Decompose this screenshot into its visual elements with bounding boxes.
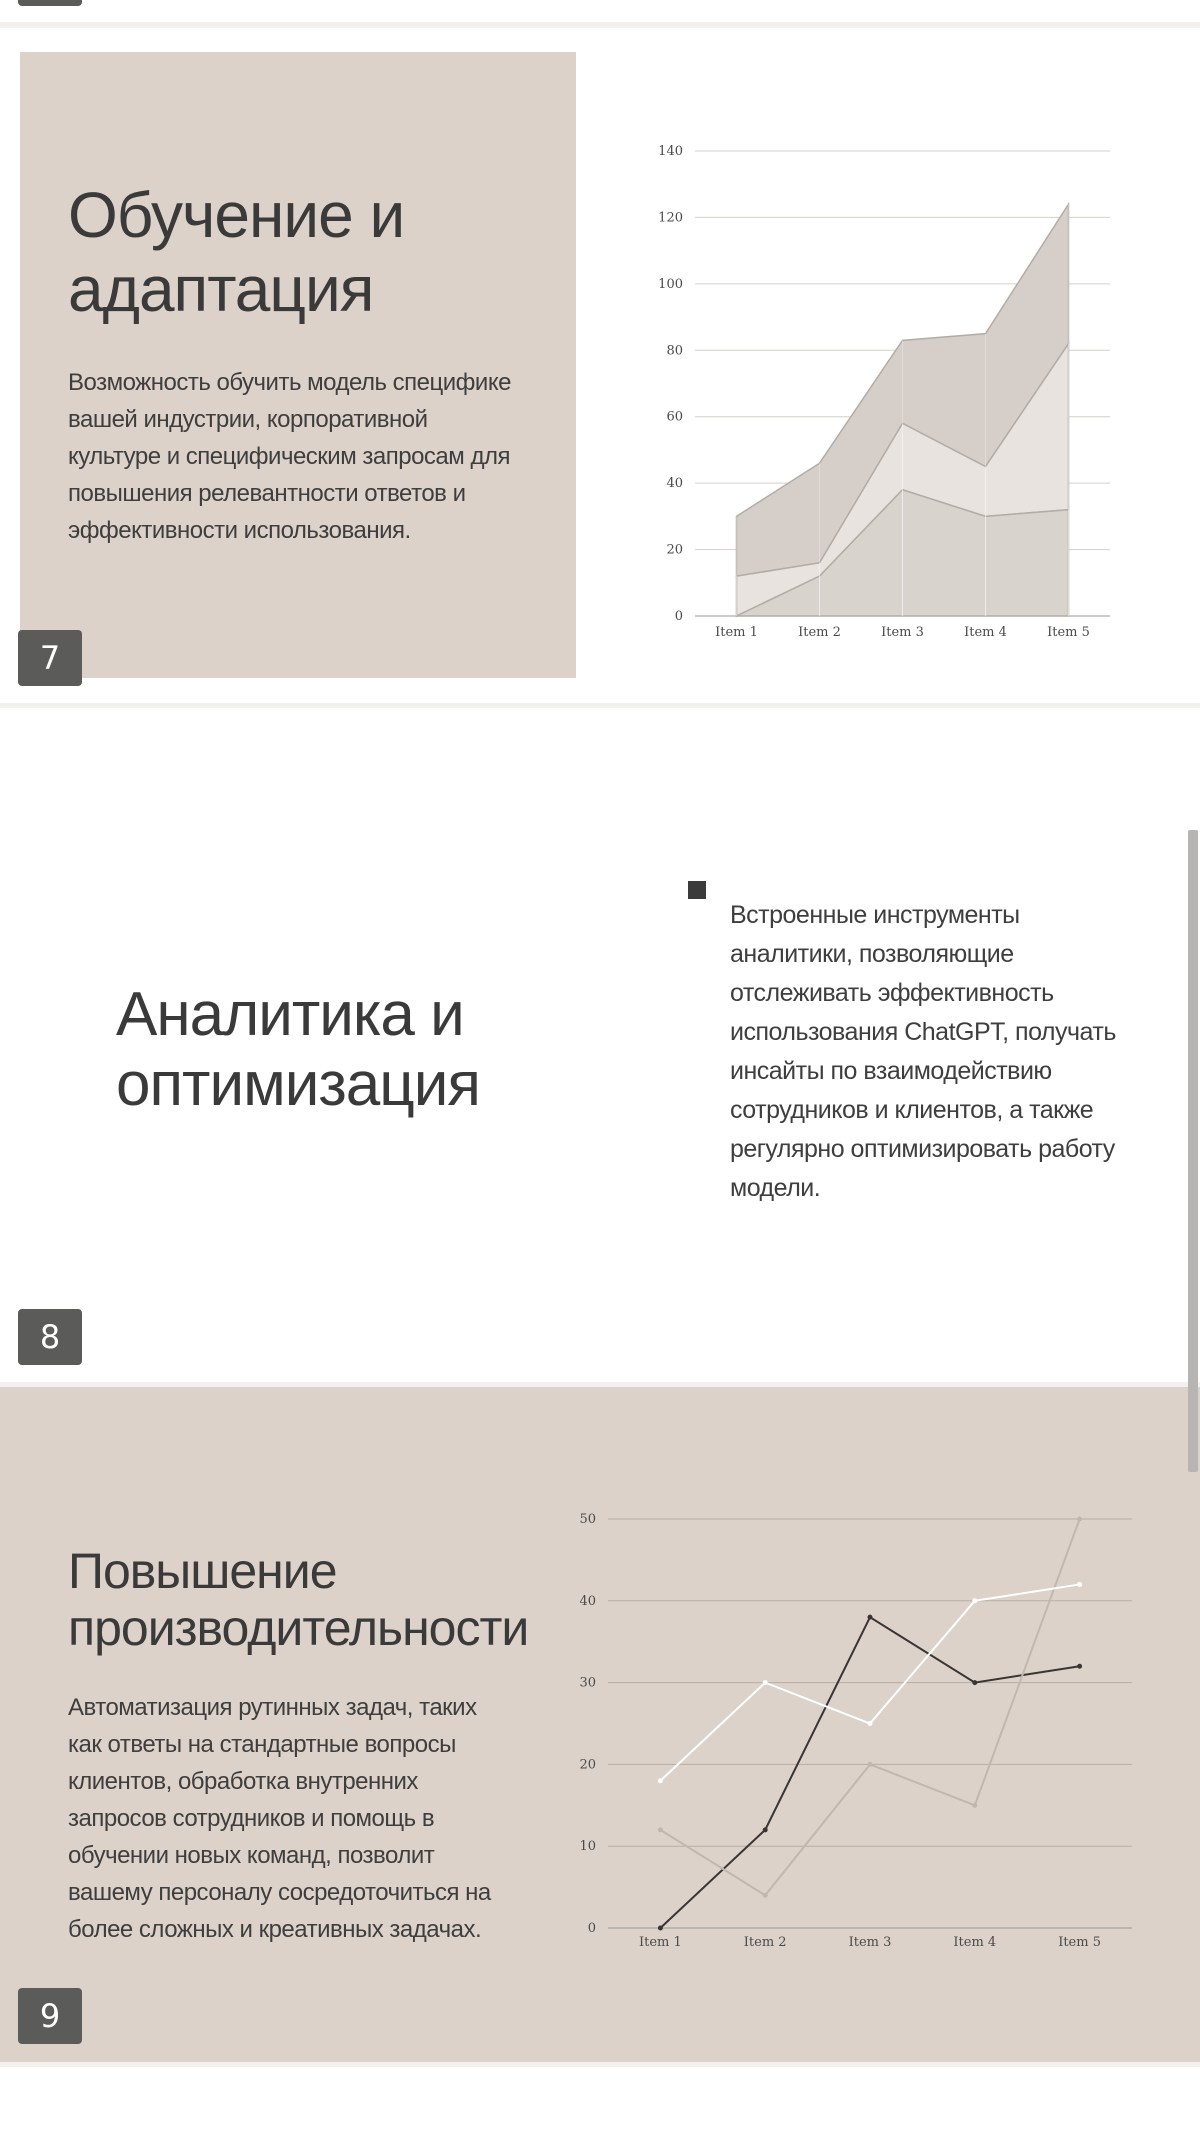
line-chart xyxy=(560,1497,1160,1957)
body-line: Автоматизация рутинных задач, таких xyxy=(68,1694,477,1721)
line-point xyxy=(868,1762,873,1767)
previous-slide-tail xyxy=(0,0,1200,22)
slide-title-line: производительности xyxy=(68,1600,529,1656)
body-line: как ответы на стандартные вопросы xyxy=(68,1731,456,1758)
y-tick-label: 100 xyxy=(658,276,683,292)
body-line: культуре и специфическим запросам для xyxy=(68,443,510,470)
x-tick-label: Item 5 xyxy=(1047,625,1090,640)
y-tick-label: 40 xyxy=(666,476,683,492)
y-tick-label: 30 xyxy=(579,1675,596,1691)
line-point xyxy=(972,1803,977,1808)
body-line: аналитики, позволяющие xyxy=(730,940,1014,968)
body-line: более сложных и креативных задачах. xyxy=(68,1916,482,1943)
slide-body xyxy=(730,896,1150,1208)
bullet-marker xyxy=(688,881,706,899)
line-series-1 xyxy=(660,1617,1079,1928)
slide-body xyxy=(68,364,548,549)
line-point xyxy=(1077,1664,1082,1669)
area-chart xyxy=(640,108,1120,648)
body-line: отслеживать эффективность xyxy=(730,979,1054,1007)
body-line: инсайты по взаимодействию xyxy=(730,1057,1052,1085)
body-line: запросов сотрудников и помощь в xyxy=(68,1805,435,1832)
line-point xyxy=(763,1893,768,1898)
slide-title-line: Обучение и xyxy=(68,179,405,251)
body-line: сотрудников и клиентов, а также xyxy=(730,1096,1094,1124)
x-tick-label: Item 3 xyxy=(848,1935,892,1950)
x-tick-label: Item 2 xyxy=(798,625,841,640)
line-point xyxy=(972,1680,977,1685)
line-point xyxy=(763,1827,768,1832)
slide-number-badge[interactable]: 7 xyxy=(18,630,82,686)
x-tick-label: Item 5 xyxy=(1058,1935,1101,1950)
line-point xyxy=(1077,1517,1082,1522)
slide-8[interactable] xyxy=(0,708,1200,1382)
y-tick-label: 0 xyxy=(587,1921,596,1936)
y-tick-label: 80 xyxy=(666,343,683,359)
y-tick-label: 10 xyxy=(579,1839,596,1855)
body-line: Возможность обучить модель специфике xyxy=(68,369,511,396)
body-line: клиентов, обработка внутренних xyxy=(68,1768,418,1795)
slide-number-badge[interactable]: 8 xyxy=(18,1309,82,1365)
scrollbar-thumb[interactable] xyxy=(1188,830,1198,1472)
slide-title-line: оптимизация xyxy=(116,1050,480,1119)
line-point xyxy=(658,1778,663,1783)
body-line: вашей индустрии, корпоративной xyxy=(68,406,428,433)
y-tick-label: 120 xyxy=(658,210,683,226)
line-point xyxy=(763,1680,768,1685)
line-point xyxy=(868,1721,873,1726)
x-tick-label: Item 1 xyxy=(639,1935,682,1950)
body-line: повышения релевантности ответов и xyxy=(68,480,466,507)
slide-title-line: Повышение xyxy=(68,1543,337,1599)
x-tick-label: Item 1 xyxy=(715,625,758,640)
line-point xyxy=(972,1598,977,1603)
slide-title xyxy=(116,980,480,1120)
y-tick-label: 50 xyxy=(579,1512,596,1527)
x-tick-label: Item 4 xyxy=(953,1935,997,1950)
slide-title-line: Аналитика и xyxy=(116,980,464,1049)
slide-title xyxy=(68,178,404,326)
y-tick-label: 60 xyxy=(666,409,683,425)
line-series-2 xyxy=(660,1519,1079,1895)
y-tick-label: 20 xyxy=(666,542,683,558)
slide-title xyxy=(68,1543,528,1657)
slide-body xyxy=(68,1689,508,1948)
body-line: регулярно оптимизировать работу xyxy=(730,1135,1115,1163)
y-tick-label: 40 xyxy=(579,1593,596,1609)
y-tick-label: 20 xyxy=(579,1757,596,1773)
line-point xyxy=(1077,1582,1082,1587)
x-tick-label: Item 2 xyxy=(743,1935,787,1950)
body-line: модели. xyxy=(730,1174,821,1202)
body-line: обучении новых команд, позволит xyxy=(68,1842,435,1869)
slide-7[interactable] xyxy=(0,28,1200,703)
slide-number-badge-partial xyxy=(18,0,82,6)
line-point xyxy=(868,1615,873,1620)
body-line: вашему персоналу сосредоточиться на xyxy=(68,1879,491,1906)
x-tick-label: Item 4 xyxy=(964,625,1007,640)
slide-number-badge[interactable]: 9 xyxy=(18,1988,82,2044)
next-slide-top xyxy=(0,2067,1200,2133)
line-point xyxy=(658,1827,663,1832)
body-line: Встроенные инструменты xyxy=(730,901,1020,929)
slide-9[interactable] xyxy=(0,1387,1200,2062)
body-line: эффективности использования. xyxy=(68,517,411,544)
slide-title-line: адаптация xyxy=(68,253,374,325)
y-tick-label: 140 xyxy=(658,144,683,159)
x-tick-label: Item 3 xyxy=(881,625,924,640)
line-point xyxy=(658,1926,663,1931)
body-line: использования ChatGPT, получать xyxy=(730,1018,1116,1046)
y-tick-label: 0 xyxy=(674,609,683,624)
